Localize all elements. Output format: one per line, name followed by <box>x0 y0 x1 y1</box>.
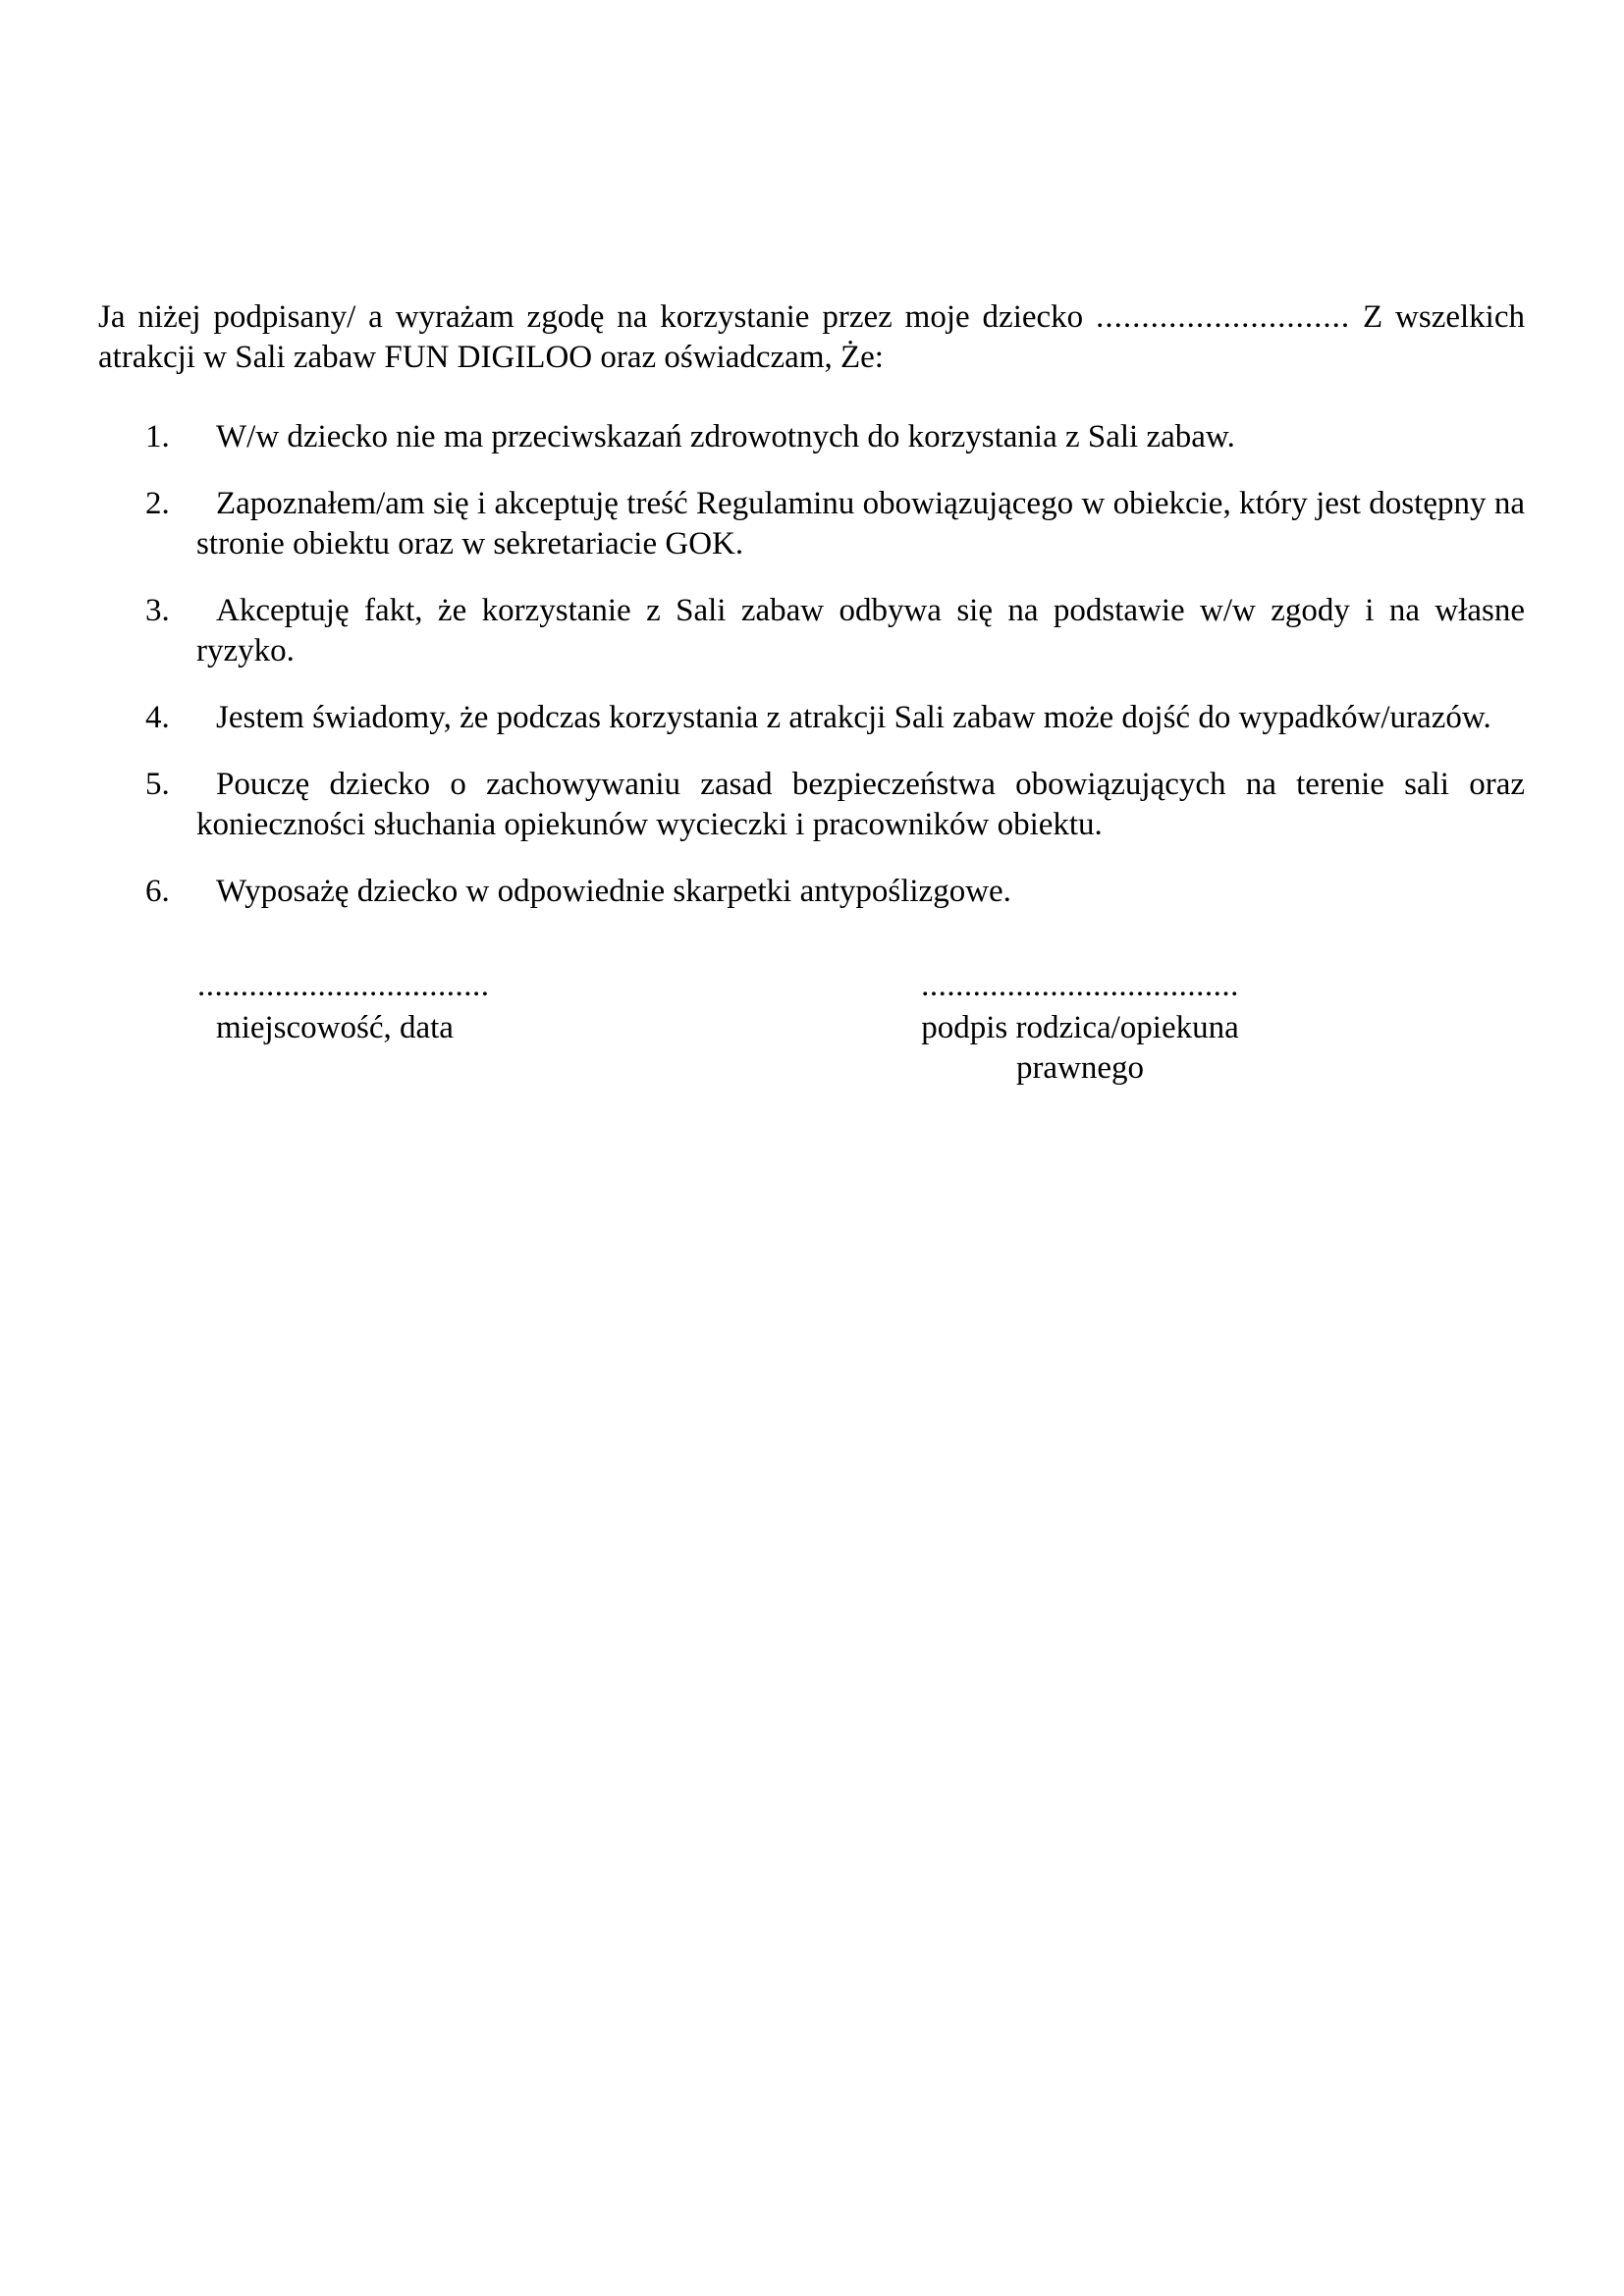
list-item-text: Pouczę dziecko o zachowywaniu zasad bezpieczeństwa obowiązujących na terenie sali oraz konieczności słuchania opiekunów wycieczki i pracowników obiektu. <box>196 767 1525 842</box>
list-item-4 <box>98 698 1525 738</box>
list-item-text: Wyposażę dziecko w odpowiednie skarpetki antypoślizgowe. <box>216 874 1011 909</box>
signature-section <box>98 966 1525 1094</box>
document-content <box>98 297 1525 1094</box>
place-date-dotted-line: .................................. <box>197 968 490 1003</box>
intro-text-before: Ja niżej podpisany/ a wyrażam zgodę na korzystanie przez moje dziecko <box>98 299 1084 335</box>
list-item-number: 6. <box>145 874 170 909</box>
signature-parent <box>854 966 1306 1089</box>
consent-list <box>98 417 1525 912</box>
parent-signature-label: podpis rodzica/opiekuna prawnego <box>921 1010 1239 1086</box>
list-item-number: 2. <box>145 486 170 521</box>
list-item-number: 5. <box>145 767 170 802</box>
list-item-text: Zapoznałem/am się i akceptuję treść Regulaminu obowiązującego w obiekcie, który jest dostępny na stronie obiektu oraz w sekretariacie GOK. <box>196 486 1525 561</box>
list-item-2 <box>98 484 1525 564</box>
child-name-blank: ............................ <box>1096 299 1351 335</box>
parent-signature-dotted-line: ..................................... <box>921 968 1239 1003</box>
list-item-text: Akceptuję fakt, że korzystanie z Sali zabaw odbywa się na podstawie w/w zgody i na własne ryzyko. <box>196 593 1525 668</box>
list-item-text: Jestem świadomy, że podczas korzystania z atrakcji Sali zabaw może dojść do wypadków/urazów. <box>216 700 1491 735</box>
intro-text-after: Z wszelkich atrakcji w Sali zabaw FUN DIGILOO oraz oświadczam, Że: <box>98 299 1525 375</box>
list-item-3 <box>98 591 1525 671</box>
list-item-number: 3. <box>145 593 170 628</box>
list-item-5 <box>98 765 1525 845</box>
list-item-number: 1. <box>145 419 170 454</box>
place-date-label: miejscowość, data <box>216 1010 454 1045</box>
list-item-6 <box>98 872 1525 912</box>
list-item-1 <box>98 417 1525 457</box>
intro-paragraph <box>98 297 1525 378</box>
list-item-text: W/w dziecko nie ma przeciwskazań zdrowotnych do korzystania z Sali zabaw. <box>216 419 1235 454</box>
signature-place-date <box>197 966 490 1048</box>
list-item-number: 4. <box>145 700 170 735</box>
